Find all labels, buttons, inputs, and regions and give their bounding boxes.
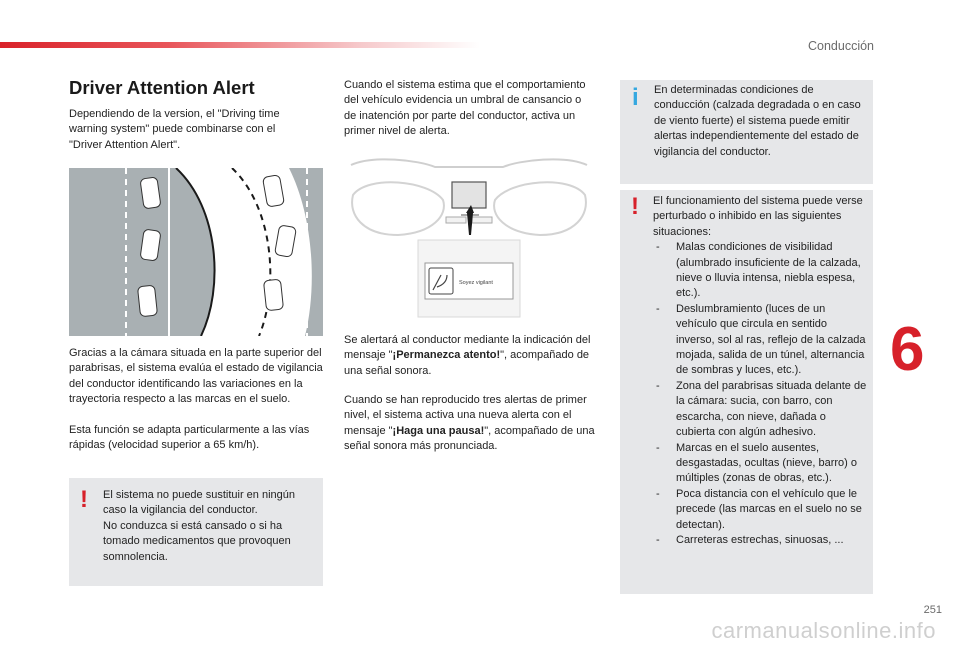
warning-box-2 (620, 190, 873, 594)
info-box (620, 80, 873, 184)
instrument-panel-illustration (343, 155, 595, 323)
list-item: - Carreteras estrechas, sinuosas, ... (653, 533, 868, 548)
warning-text-2: No conduzca si está cansado o si ha tomado medicamentos que provoquen somnolencia. (103, 519, 291, 563)
chapter-number: 6 (890, 315, 925, 384)
camera-paragraph: Gracias a la cámara situada en la parte superior del parabrisas, el sistema evalúa el estado de vigilancia del conductor identificando las variaciones en la trayectoria respecto a las marcas en el suelo. (69, 347, 323, 406)
list-item: - Malas condiciones de visibilidad (alumbrado insuficiente de la calzada, nieve o lluvia intensa, niebla espesa, etc.). (653, 240, 868, 302)
first-level-paragraph: Cuando el sistema estima que el comportamiento del vehículo evidencia un umbral de cansancio o de inatención por parte del conductor, activa un primer nivel de alerta. (344, 79, 586, 138)
list-item: - Zona del parabrisas situada delante de la cámara: sucia, con barro, con escarcha, con nieve, dañada o cubierta con algún adhesivo. (653, 379, 868, 441)
speed-paragraph: Esta función se adapta particularmente a las vías rápidas (velocidad superior a 65 km/h). (69, 424, 310, 452)
lane-drift-illustration (69, 168, 323, 336)
section-title: Conducción (807, 39, 874, 53)
info-text: En determinadas condiciones de conducción (calzada degradada o en caso de viento fuerte) el sistema puede emitir alertas independientemente del estado de vigilancia del conductor. (654, 84, 861, 158)
situations-list (653, 240, 868, 548)
second-alert-paragraph: Cuando se han reproducido tres alertas de primer nivel, el sistema activa una nueva alerta con el mensaje "¡Haga una pausa!", acompañado de una señal sonora más pronunciada. (344, 394, 595, 453)
intro-paragraph: Dependiendo de la version, el "Driving time warning system" puede combinarse con el "Driver Attention Alert". (69, 108, 280, 151)
list-item: - Marcas en el suelo ausentes, desgastadas, ocultas (nieve, barro) o múltiples (zonas de obras, etc.). (653, 441, 868, 487)
warning-intro: El funcionamiento del sistema puede verse perturbado o inhibido en las siguientes situaciones: (653, 195, 863, 238)
warning-icon: ! (631, 193, 639, 220)
list-item: - Poca distancia con el vehículo que le precede (las marcas en el suelo no se detectan). (653, 487, 868, 533)
page-title: Driver Attention Alert (69, 77, 255, 98)
header-accent-bar (0, 42, 480, 48)
page-number: 251 (923, 604, 942, 616)
watermark: carmanualsonline.info (711, 618, 936, 643)
panel-message-text: Soyez vigilant (459, 280, 493, 286)
alert-paragraph: Se alertará al conductor mediante la indicación del mensaje "¡Permanezca atento!", acompañado de una señal sonora. (344, 334, 591, 377)
warning-box-1 (69, 478, 323, 586)
warning-text-1: El sistema no puede sustituir en ningún caso la vigilancia del conductor. (103, 489, 296, 517)
pause-message: ¡Haga una pausa! (392, 424, 485, 437)
list-item: - Deslumbramiento (luces de un vehículo que circula en sentido inverso, sol al ras, reflejo de la calzada mojada, salida de un túnel, alternancia de sombras y luces, etc.). (653, 302, 868, 379)
info-icon: i (632, 84, 639, 111)
warning-icon: ! (80, 486, 88, 513)
alert-message: ¡Permanezca atento! (392, 349, 501, 362)
